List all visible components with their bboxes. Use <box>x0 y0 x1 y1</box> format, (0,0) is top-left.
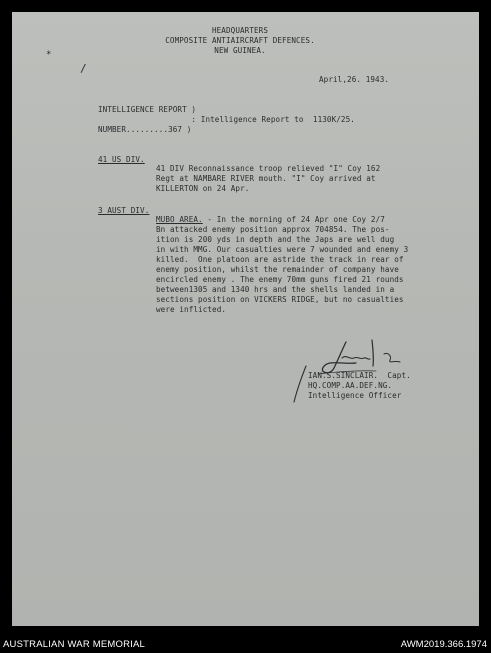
section-2-first-line-rest: - In the morning of 24 Apr one Coy 2/7 <box>202 215 385 224</box>
section-heading-3-aust-div: 3 AUST DIV. <box>98 206 150 215</box>
margin-mark-slash: / <box>80 62 87 75</box>
document-date: April,26. 1943. <box>319 75 390 84</box>
section-2-line-4: killed. One platoon are astride the track in rear of <box>156 255 404 264</box>
report-label-line: INTELLIGENCE REPORT ) <box>98 105 197 114</box>
section-1-line-3: KILLERTON on 24 Apr. <box>156 184 250 193</box>
section-1-line-1: 41 DIV Reconnaissance troop relieved "I" Coy 162 <box>156 164 381 173</box>
header-line-3: NEW GUINEA. <box>214 46 266 55</box>
section-2-line-7: between1305 and 1340 hrs and the shells landed in a <box>156 285 395 294</box>
institution-name: AUSTRALIAN WAR MEMORIAL <box>3 639 146 650</box>
section-1-line-2: Regt at NAMBARE RIVER mouth. "I" Coy arrived at <box>156 174 376 183</box>
section-2-line-9: were inflicted. <box>156 305 227 314</box>
header-line-1: HEADQUARTERS <box>211 26 269 35</box>
section-heading-41-us-div: 41 US DIV. <box>98 155 145 164</box>
report-number-line: NUMBER.........367 ) <box>98 125 192 134</box>
area-heading-mubo: MUBO AREA. <box>156 215 203 224</box>
archive-footer <box>0 637 491 653</box>
section-2-first-line <box>156 215 385 226</box>
section-2-line-2: ition is 200 yds in depth and the Japs are well dug <box>156 235 395 244</box>
paper-texture <box>12 12 479 626</box>
header-line-2: COMPOSITE ANTIAIRCRAFT DEFENCES. <box>165 36 315 45</box>
section-2-line-5: enemy position, whilst the remainder of company have <box>156 265 399 274</box>
accession-number: AWM2019.366.1974 <box>400 639 487 650</box>
document-page <box>12 12 479 626</box>
signatory-unit: HQ.COMP.AA.DEF.NG. <box>308 381 393 390</box>
report-reference-line: : Intelligence Report to 1130K/25. <box>98 115 355 124</box>
section-2-line-3: in with MMG. Our casualties were 7 wounded and enemy 3 <box>156 245 409 254</box>
signatory-name: IAN.S.SINCLAIR. Capt. <box>308 371 411 380</box>
section-2-line-6: encircled enemy . The enemy 70mm guns fired 21 rounds <box>156 275 404 284</box>
section-2-line-1: Bn attacked enemy position approx 704854. The pos- <box>156 225 390 234</box>
margin-mark-asterisk: * <box>46 50 52 60</box>
signatory-title: Intelligence Officer <box>308 391 402 400</box>
section-2-line-8: sections position on VICKERS RIDGE, but no casualties <box>156 295 404 304</box>
